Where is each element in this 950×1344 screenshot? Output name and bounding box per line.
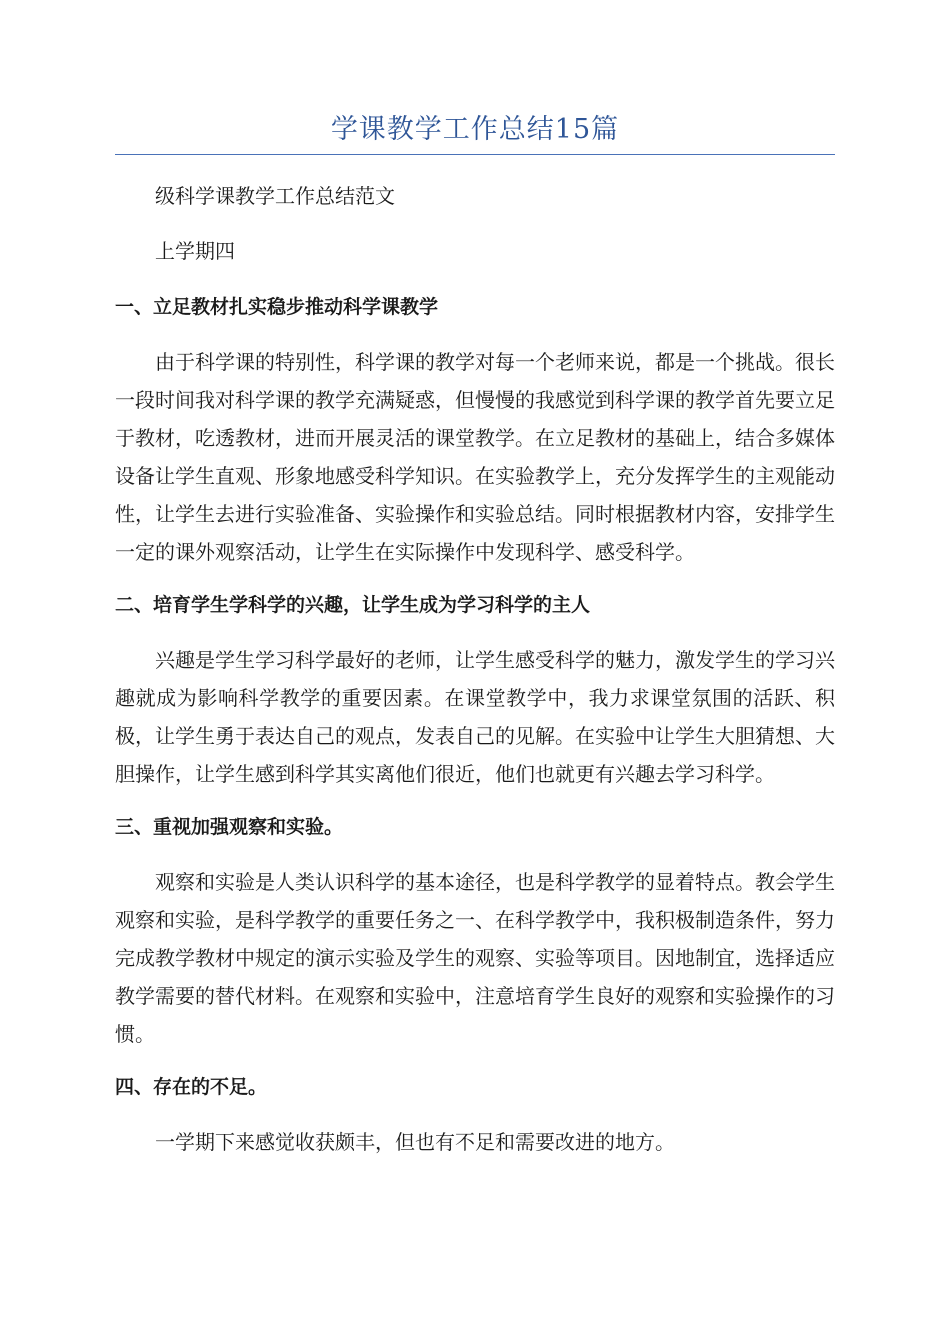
- term-label: 上学期四: [155, 239, 235, 263]
- section-body-4: 一学期下来感觉收获颇丰，但也有不足和需要改进的地方。: [155, 1130, 675, 1154]
- section-body-3: 观察和实验是人类认识科学的基本途径，也是科学教学的显着特点。教会学生观察和实验，是科学教学的重要任务之一、在科学教学中，我积极制造条件，努力完成教学教材中规定的演示实验及学生的观察、实验等项目。因地制宜，选择适应教学需要的替代材料。在观察和实验中，注意培育学生良好的观察和实验操作的习惯。: [115, 870, 835, 1046]
- document-subtitle: 级科学课教学工作总结范文: [155, 184, 395, 208]
- section-body-1: 由于科学课的特别性，科学课的教学对每一个老师来说，都是一个挑战。很长一段时间我对科学课的教学充满疑惑，但慢慢的我感觉到科学课的教学首先要立足于教材，吃透教材，进而开展灵活的课堂教学。在立足教材的基础上，结合多媒体设备让学生直观、形象地感受科学知识。在实验教学上，充分发挥学生的主观能动性，让学生去进行实验准备、实验操作和实验总结。同时根据教材内容，安排学生一定的课外观察活动，让学生在实际操作中发现科学、感受科学。: [115, 350, 835, 564]
- section-heading-2: 二、培育学生学科学的兴趣，让学生成为学习科学的主人: [115, 594, 591, 616]
- document-title: 学课教学工作总结15篇: [330, 114, 620, 145]
- section-heading-3: 三、重视加强观察和实验。: [115, 816, 344, 838]
- document-page: [115, 108, 835, 1161]
- section-body-2: 兴趣是学生学习科学最好的老师，让学生感受科学的魅力，激发学生的学习兴趣就成为影响科学教学的重要因素。在课堂教学中，我力求课堂氛围的活跃、积极，让学生勇于表达自己的观点，发表自己的见解。在实验中让学生大胆猜想、大胆操作，让学生感到科学其实离他们很近，他们也就更有兴趣去学习科学。: [115, 648, 835, 786]
- section-heading-1: 一、立足教材扎实稳步推动科学课教学: [115, 296, 439, 318]
- section-heading-4: 四、存在的不足。: [115, 1076, 268, 1098]
- title-underline: [115, 154, 835, 155]
